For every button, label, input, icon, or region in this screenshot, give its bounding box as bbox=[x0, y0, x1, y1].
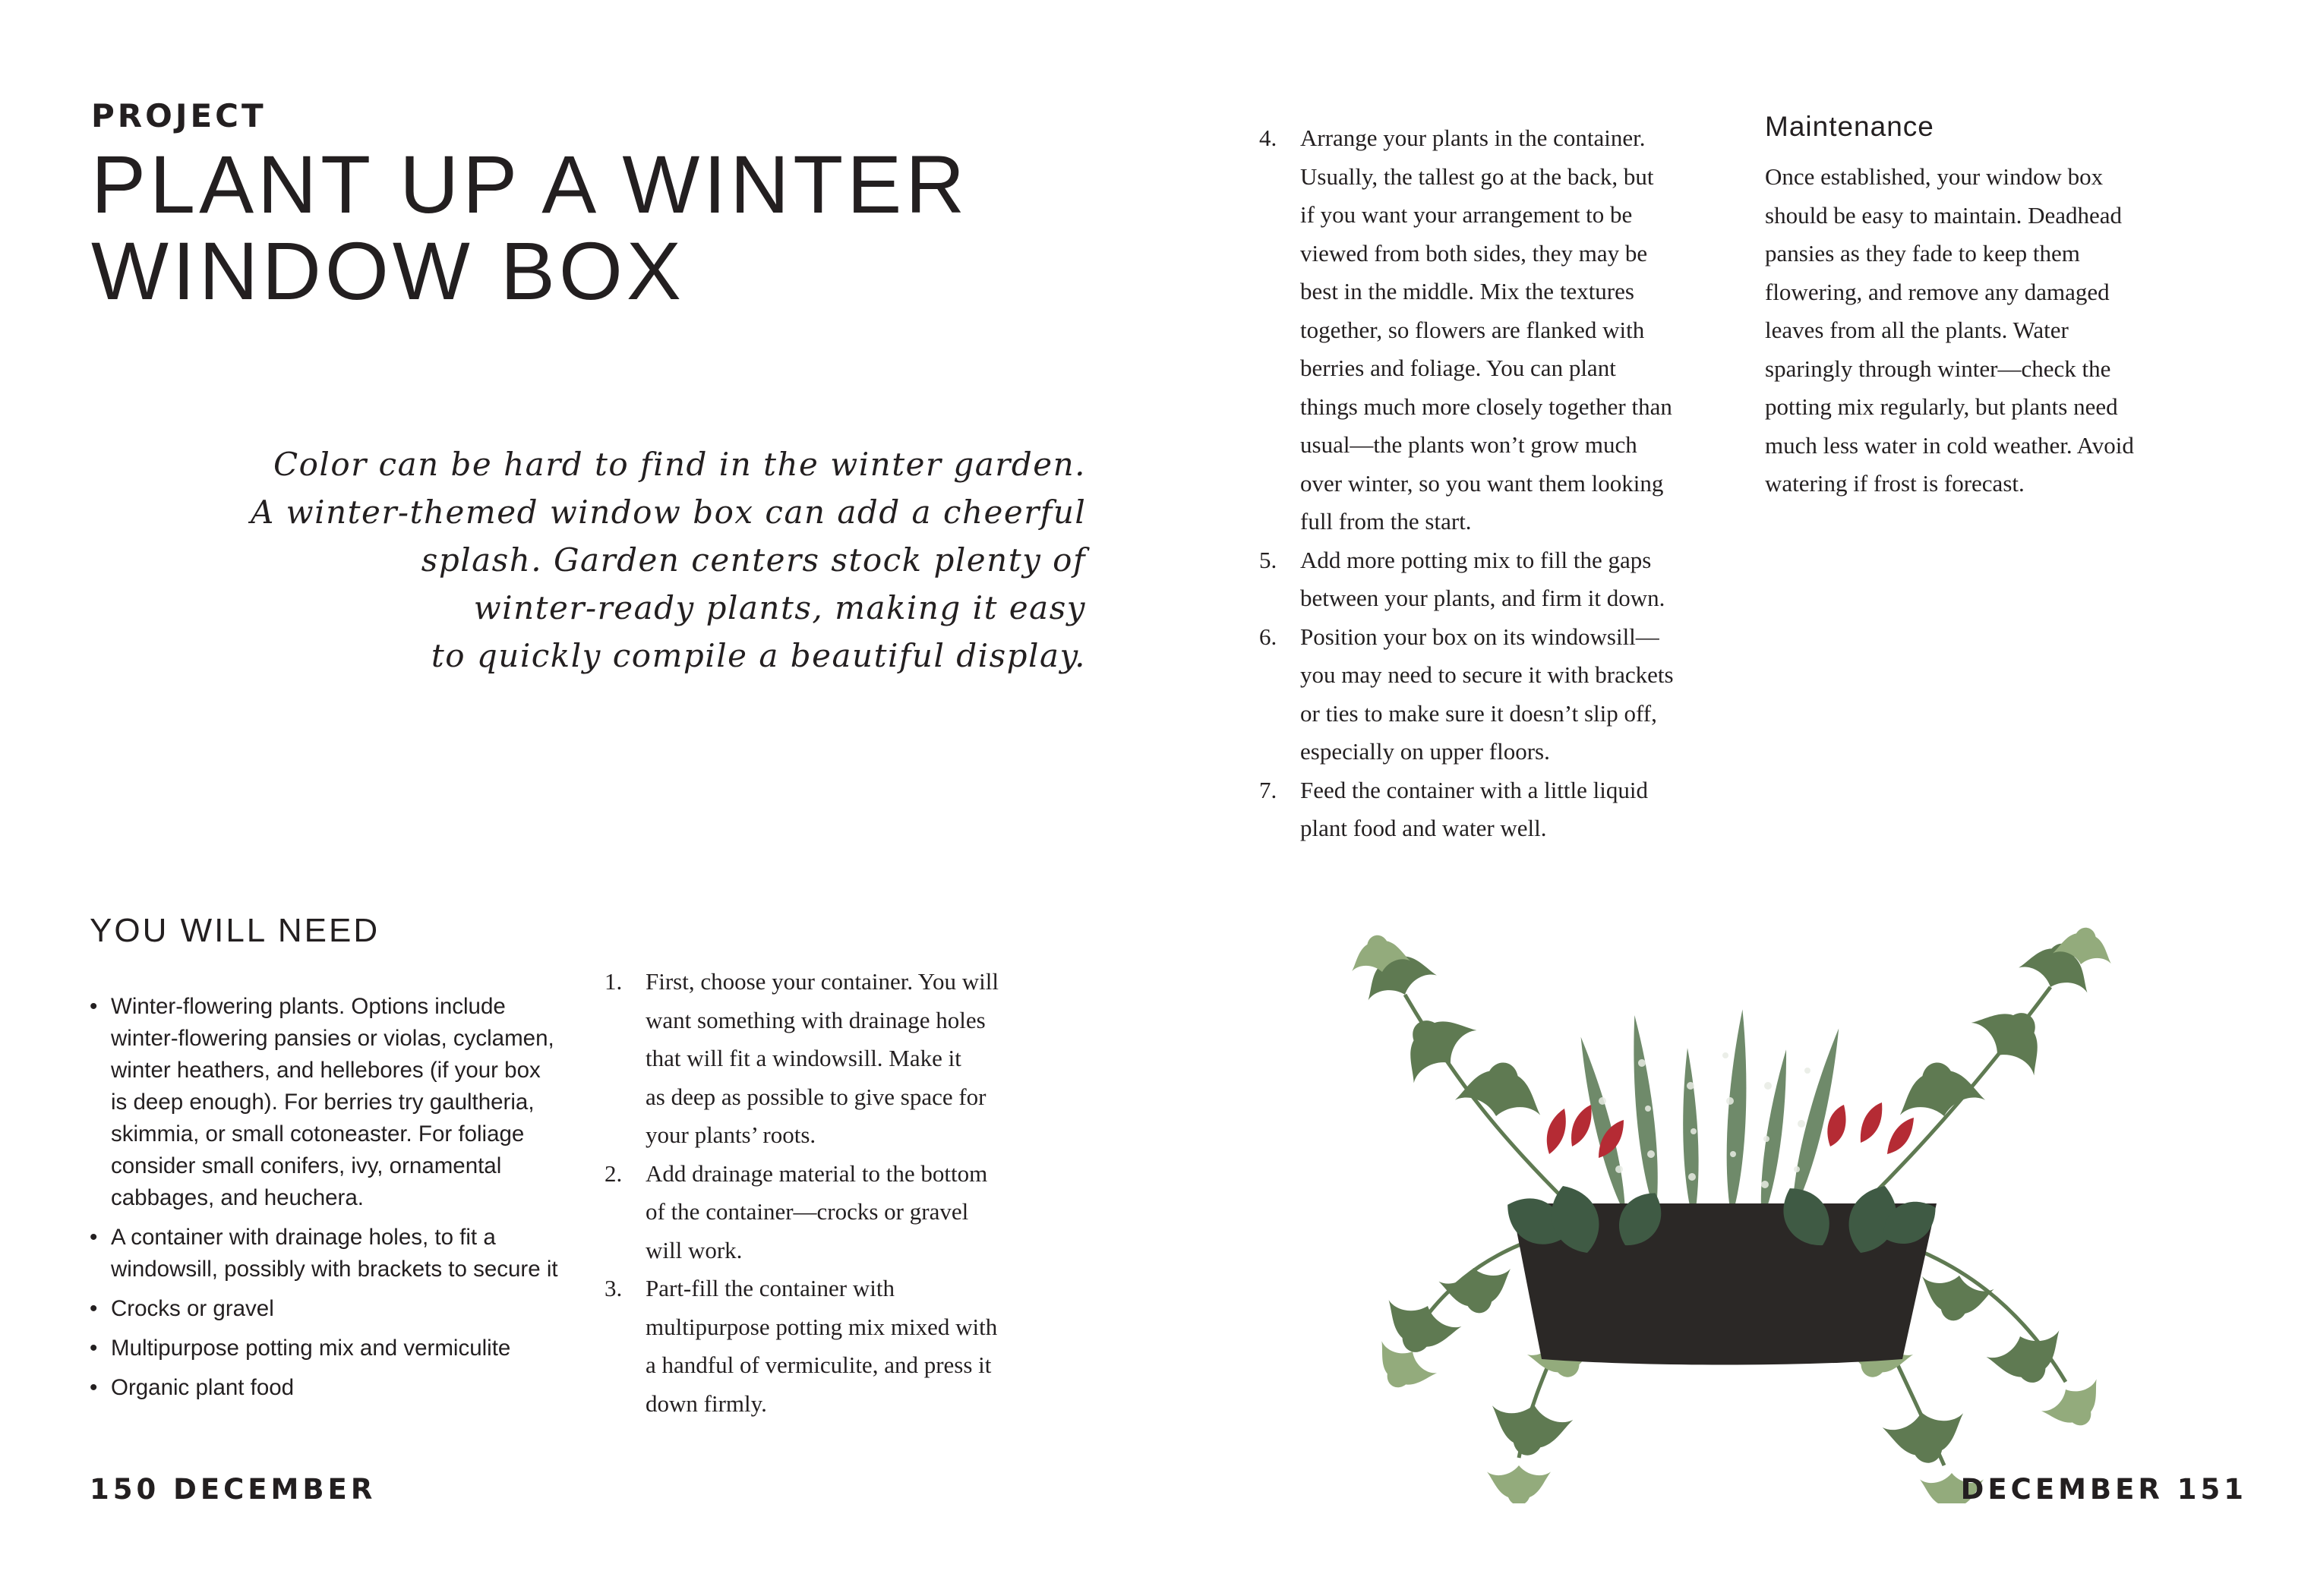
step-number: 4. bbox=[1259, 125, 1277, 151]
maintenance-line: potting mix regularly, but plants need bbox=[1765, 393, 2118, 420]
list-item bbox=[90, 1372, 576, 1404]
title-line: PLANT UP A WINTER bbox=[91, 138, 969, 230]
step-line: Position your box on its windowsill— bbox=[1300, 623, 1659, 650]
intro-line: A winter-themed window box can add a cheerful bbox=[251, 494, 1087, 531]
step-item bbox=[605, 963, 1075, 1155]
list-item-line: cabbages, and heuchera. bbox=[111, 1185, 364, 1210]
maintenance-line: Once established, your window box bbox=[1765, 163, 2104, 190]
list-item-line: skimmia, or small cotoneaster. For foliage bbox=[111, 1121, 525, 1147]
step-line: a handful of vermiculite, and press it bbox=[646, 1352, 992, 1378]
list-item bbox=[90, 991, 576, 1214]
list-item-line: Crocks or gravel bbox=[111, 1296, 274, 1321]
maintenance-paragraph bbox=[1765, 158, 2236, 503]
step-number: 3. bbox=[605, 1275, 623, 1301]
list-item-line: winter heathers, and hellebores (if your box bbox=[111, 1058, 541, 1083]
maintenance-heading: Maintenance bbox=[1765, 111, 1934, 142]
list-item-line: consider small conifers, ivy, ornamental bbox=[111, 1153, 502, 1178]
step-line: of the container—crocks or gravel bbox=[646, 1198, 969, 1225]
step-line: will work. bbox=[646, 1236, 743, 1263]
list-item bbox=[90, 1293, 576, 1325]
step-line: or ties to make sure it doesn’t slip off, bbox=[1300, 699, 1657, 727]
step-line: if you want your arrangement to be bbox=[1300, 201, 1633, 228]
you-will-need-heading: YOU WILL NEED bbox=[90, 912, 380, 949]
maintenance-line: watering if frost is forecast. bbox=[1765, 470, 2025, 497]
list-item-line: winter-flowering pansies or violas, cyclamen, bbox=[111, 1026, 554, 1051]
step-number: 5. bbox=[1259, 546, 1277, 573]
step-item bbox=[605, 1270, 1075, 1423]
step-line: berries and foliage. You can plant bbox=[1300, 355, 1616, 381]
bullet-icon: • bbox=[90, 1336, 98, 1361]
maintenance-line: sparingly through winter—check the bbox=[1765, 355, 2111, 382]
title-line: WINDOW BOX bbox=[91, 225, 685, 317]
maintenance-line: pansies as they fade to keep them bbox=[1765, 240, 2080, 267]
list-item-line: Multipurpose potting mix and vermiculite bbox=[111, 1336, 511, 1361]
step-line: especially on upper floors. bbox=[1300, 738, 1550, 765]
step-line: want something with drainage holes bbox=[646, 1006, 986, 1033]
list-item bbox=[90, 1222, 576, 1285]
step-item bbox=[1259, 771, 1745, 848]
list-item-line: Winter-flowering plants. Options include bbox=[111, 994, 506, 1019]
step-item bbox=[1259, 119, 1745, 541]
step-line: Feed the container with a little liquid bbox=[1300, 776, 1648, 803]
step-line: multipurpose potting mix mixed with bbox=[646, 1313, 998, 1340]
step-line: Part-fill the container with bbox=[646, 1275, 895, 1301]
list-item-line: Organic plant food bbox=[111, 1375, 295, 1400]
list-item-line: is deep enough). For berries try gaultheria, bbox=[111, 1090, 535, 1115]
maintenance-line: leaves from all the plants. Water bbox=[1765, 317, 2069, 343]
intro-line: splash. Garden centers stock plenty of bbox=[421, 541, 1086, 579]
step-line: together, so flowers are flanked with bbox=[1300, 316, 1645, 343]
step-line: your plants’ roots. bbox=[646, 1121, 816, 1148]
step-line: that will fit a windowsill. Make it bbox=[646, 1045, 961, 1071]
step-line: Usually, the tallest go at the back, but bbox=[1300, 162, 1654, 190]
step-line: you may need to secure it with brackets bbox=[1300, 661, 1674, 688]
step-line: things much more closely together than bbox=[1300, 393, 1672, 420]
window-box-illustration bbox=[1337, 911, 2126, 1503]
step-number: 6. bbox=[1259, 623, 1277, 650]
steps-list-1-3 bbox=[605, 963, 1075, 1423]
intro-line: to quickly compile a beautiful display. bbox=[431, 637, 1086, 674]
list-item-line: A container with drainage holes, to fit a bbox=[111, 1225, 496, 1250]
page-title bbox=[91, 138, 969, 317]
you-will-need-list bbox=[90, 991, 576, 1411]
step-item bbox=[1259, 541, 1745, 618]
steps-list-4-7 bbox=[1259, 119, 1745, 848]
step-line: plant food and water well. bbox=[1300, 815, 1547, 841]
bullet-icon: • bbox=[90, 1375, 98, 1400]
step-line: usual—the plants won’t grow much bbox=[1300, 431, 1637, 458]
step-item bbox=[1259, 618, 1745, 771]
step-line: over winter, so you want them looking bbox=[1300, 469, 1664, 497]
project-kicker: PROJECT bbox=[91, 97, 267, 134]
page-folio-left: 150 DECEMBER bbox=[90, 1473, 377, 1506]
intro-line: winter-ready plants, making it easy bbox=[473, 589, 1086, 626]
maintenance-line: much less water in cold weather. Avoid bbox=[1765, 431, 2134, 459]
step-line: as deep as possible to give space for bbox=[646, 1083, 987, 1110]
step-line: between your plants, and firm it down. bbox=[1300, 585, 1665, 611]
step-line: Add more potting mix to fill the gaps bbox=[1300, 546, 1652, 573]
step-line: Arrange your plants in the container. bbox=[1300, 125, 1646, 151]
step-line: full from the start. bbox=[1300, 508, 1472, 535]
page-folio-right: DECEMBER 151 bbox=[1960, 1473, 2247, 1506]
step-line: viewed from both sides, they may be bbox=[1300, 239, 1648, 267]
step-line: Add drainage material to the bottom bbox=[646, 1159, 988, 1187]
step-number: 2. bbox=[605, 1159, 623, 1187]
step-item bbox=[605, 1155, 1075, 1270]
intro-line: Color can be hard to find in the winter garden. bbox=[273, 446, 1086, 483]
list-item bbox=[90, 1333, 576, 1364]
step-line: best in the middle. Mix the textures bbox=[1300, 278, 1634, 304]
bullet-icon: • bbox=[90, 994, 98, 1019]
bullet-icon: • bbox=[90, 1225, 98, 1250]
step-line: down firmly. bbox=[646, 1389, 767, 1417]
step-line: First, choose your container. You will bbox=[646, 968, 999, 995]
bullet-icon: • bbox=[90, 1296, 98, 1321]
step-number: 7. bbox=[1259, 776, 1277, 803]
maintenance-line: flowering, and remove any damaged bbox=[1765, 278, 2110, 305]
maintenance-line: should be easy to maintain. Deadhead bbox=[1765, 201, 2123, 229]
intro-paragraph bbox=[251, 440, 1086, 680]
step-number: 1. bbox=[605, 968, 623, 995]
list-item-line: windowsill, possibly with brackets to secure it bbox=[111, 1257, 558, 1282]
